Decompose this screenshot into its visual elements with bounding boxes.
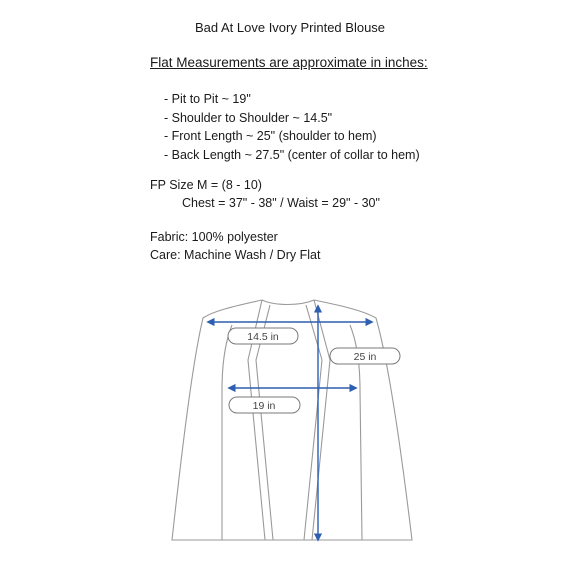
- pit-label-pill: [229, 397, 300, 413]
- shoulder-label: 14.5 in: [247, 331, 279, 343]
- length-label-pill: [330, 348, 400, 364]
- care-text: Care: Machine Wash / Dry Flat: [150, 248, 321, 262]
- measurement-back-length: - Back Length ~ 27.5" (center of collar to hem): [164, 147, 420, 162]
- size-detail: Chest = 37" - 38" / Waist = 29" - 30": [182, 196, 380, 210]
- outline-neck: [262, 300, 314, 305]
- measurement-front-length: - Front Length ~ 25" (shoulder to hem): [164, 129, 377, 143]
- product-title: Bad At Love Ivory Printed Blouse: [194, 20, 386, 35]
- pit-label: 19 in: [252, 400, 276, 412]
- measurement-shoulder: - Shoulder to Shoulder ~ 14.5": [164, 110, 333, 125]
- measurements-heading: Flat Measurements are approximate in inches:: [150, 55, 428, 70]
- shoulder-label-pill: [228, 328, 298, 344]
- outline-right-side: [314, 300, 412, 540]
- measurement-pit-to-pit: - Pit to Pit ~ 19": [164, 92, 251, 106]
- outline-lapel-right-inner: [304, 305, 322, 540]
- length-label: 25 in: [353, 351, 377, 363]
- fabric-text: Fabric: 100% polyester: [150, 230, 278, 244]
- size-label: FP Size M = (8 - 10): [150, 178, 262, 192]
